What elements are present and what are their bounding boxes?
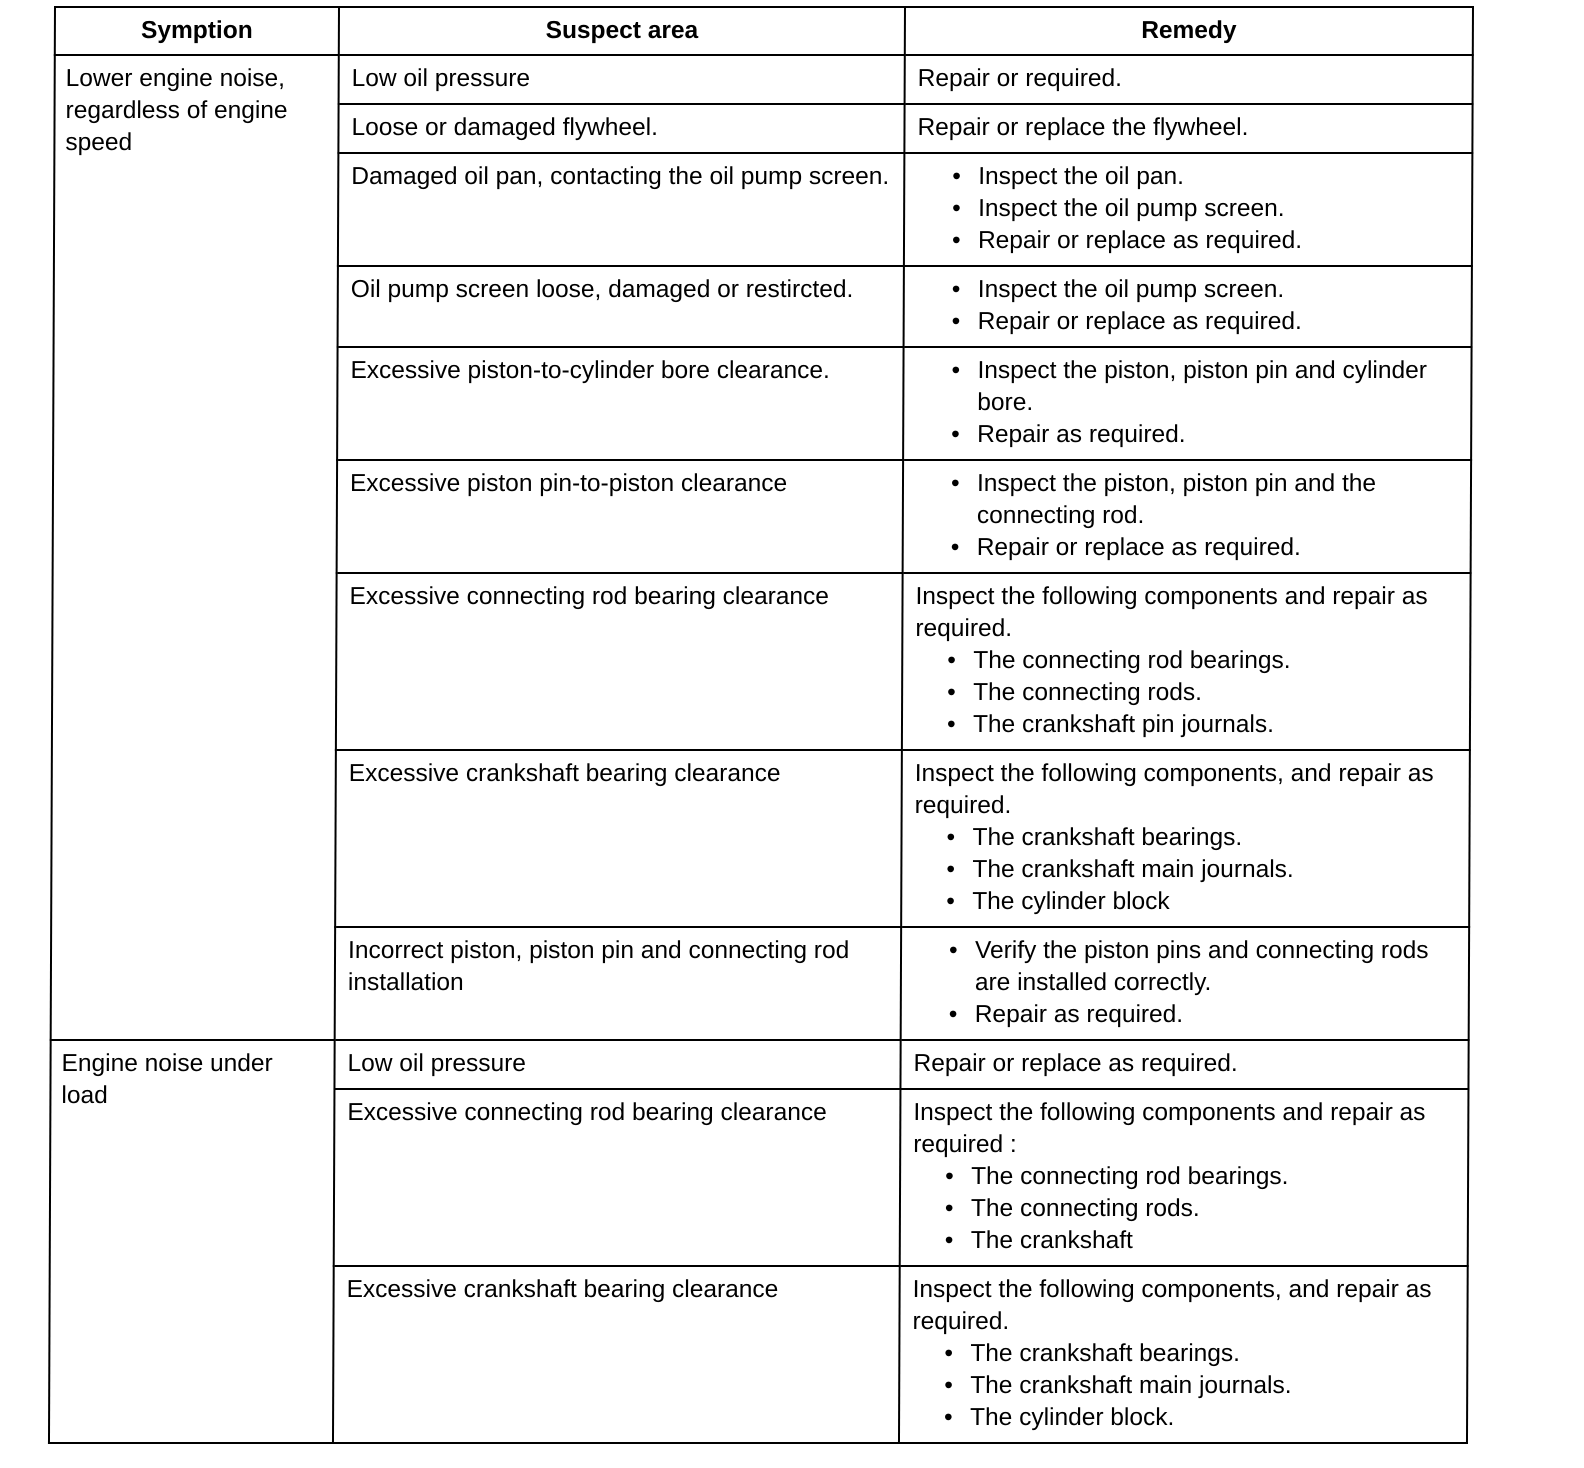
table-body — [49, 55, 1473, 1443]
suspect-area-cell: Incorrect piston, piston pin and connecting rod installation — [335, 927, 901, 1040]
header-suspect-area: Suspect area — [339, 7, 905, 55]
remedy-list-item: • The connecting rod bearings. — [947, 645, 1459, 677]
remedy-list — [916, 468, 1460, 564]
remedy-list — [913, 1161, 1457, 1257]
remedy-cell — [903, 460, 1471, 573]
header-symptom: Symption — [55, 7, 339, 55]
suspect-area-cell: Damaged oil pan, contacting the oil pump screen. — [338, 153, 904, 266]
remedy-list — [917, 274, 1461, 338]
remedy-list-item: • The connecting rods. — [945, 1193, 1457, 1225]
header-remedy: Remedy — [905, 7, 1473, 55]
remedy-list-item: • The crankshaft main journals. — [944, 1370, 1456, 1402]
suspect-area-cell: Excessive crankshaft bearing clearance — [335, 750, 902, 927]
remedy-cell — [901, 750, 1470, 927]
remedy-list-item: • The cylinder block. — [944, 1402, 1456, 1434]
suspect-area-cell: Excessive connecting rod bearing clearance — [336, 573, 903, 750]
remedy-list-item: • The crankshaft main journals. — [946, 854, 1458, 886]
remedy-cell — [905, 55, 1473, 104]
remedy-list — [914, 935, 1458, 1031]
remedy-cell — [901, 927, 1469, 1040]
table-row — [50, 1040, 1468, 1089]
remedy-list-item: • The crankshaft pin journals. — [947, 709, 1459, 741]
suspect-area-cell: Low oil pressure — [334, 1040, 900, 1089]
remedy-text: Repair or replace the flywheel. — [917, 114, 1249, 141]
remedy-list-item: • The connecting rods. — [947, 677, 1459, 709]
remedy-cell — [900, 1089, 1469, 1266]
remedy-list-item: • Repair or replace as required. — [952, 225, 1461, 257]
remedy-list-item: • Repair or replace as required. — [951, 532, 1460, 564]
symptom-cell: Lower engine noise, regardless of engine speed — [51, 55, 339, 1040]
suspect-area-cell: Low oil pressure — [339, 55, 905, 104]
remedy-list-item: • The crankshaft bearings. — [944, 1338, 1456, 1370]
suspect-area-cell: Loose or damaged flywheel. — [338, 104, 904, 153]
remedy-text: Repair or required. — [917, 65, 1123, 92]
diagnosis-table — [48, 6, 1474, 1444]
remedy-list-item: • The cylinder block — [946, 886, 1458, 918]
remedy-list-item: • The crankshaft bearings. — [946, 822, 1458, 854]
remedy-list — [917, 161, 1461, 257]
remedy-list-item: • Repair as required. — [951, 419, 1460, 451]
suspect-area-cell: Excessive piston-to-cylinder bore clearance. — [337, 347, 903, 460]
remedy-list — [914, 822, 1458, 918]
remedy-list-item: • The crankshaft — [945, 1225, 1457, 1257]
header-row — [55, 7, 1473, 55]
suspect-area-cell: Excessive connecting rod bearing clearance — [334, 1089, 901, 1266]
remedy-cell — [904, 266, 1472, 347]
suspect-area-cell: Excessive piston pin-to-piston clearance — [337, 460, 903, 573]
remedy-list-item: • Repair as required. — [949, 999, 1458, 1031]
table-row — [55, 55, 1473, 104]
remedy-cell — [904, 104, 1472, 153]
remedy-cell — [899, 1266, 1468, 1443]
remedy-text: Inspect the following components, and repair as required. — [912, 1276, 1432, 1335]
remedy-list-item: • Repair or replace as required. — [952, 306, 1461, 338]
remedy-list-item: • The connecting rod bearings. — [945, 1161, 1457, 1193]
remedy-text: Inspect the following components, and repair as required. — [914, 760, 1434, 819]
remedy-cell — [900, 1040, 1468, 1089]
remedy-list-item: • Verify the piston pins and connecting rods are installed correctly. — [949, 935, 1458, 999]
remedy-text: Repair or replace as required. — [913, 1050, 1238, 1077]
remedy-text: Inspect the following components and repair as required : — [913, 1099, 1426, 1158]
remedy-text: Inspect the following components and repair as required. — [915, 583, 1428, 642]
suspect-area-cell: Oil pump screen loose, damaged or restircted. — [338, 266, 904, 347]
remedy-list-item: • Inspect the oil pump screen. — [952, 193, 1461, 225]
remedy-cell — [903, 347, 1471, 460]
symptom-cell: Engine noise under load — [49, 1040, 335, 1443]
remedy-list — [916, 355, 1460, 451]
remedy-list — [912, 1338, 1456, 1434]
remedy-list-item: • Inspect the oil pan. — [952, 161, 1461, 193]
remedy-cell — [904, 153, 1472, 266]
remedy-list-item: • Inspect the piston, piston pin and cylinder bore. — [951, 355, 1460, 419]
remedy-list-item: • Inspect the piston, piston pin and the connecting rod. — [951, 468, 1460, 532]
remedy-cell — [902, 573, 1471, 750]
remedy-list — [915, 645, 1459, 741]
remedy-list-item: • Inspect the oil pump screen. — [952, 274, 1461, 306]
suspect-area-cell: Excessive crankshaft bearing clearance — [333, 1266, 900, 1443]
